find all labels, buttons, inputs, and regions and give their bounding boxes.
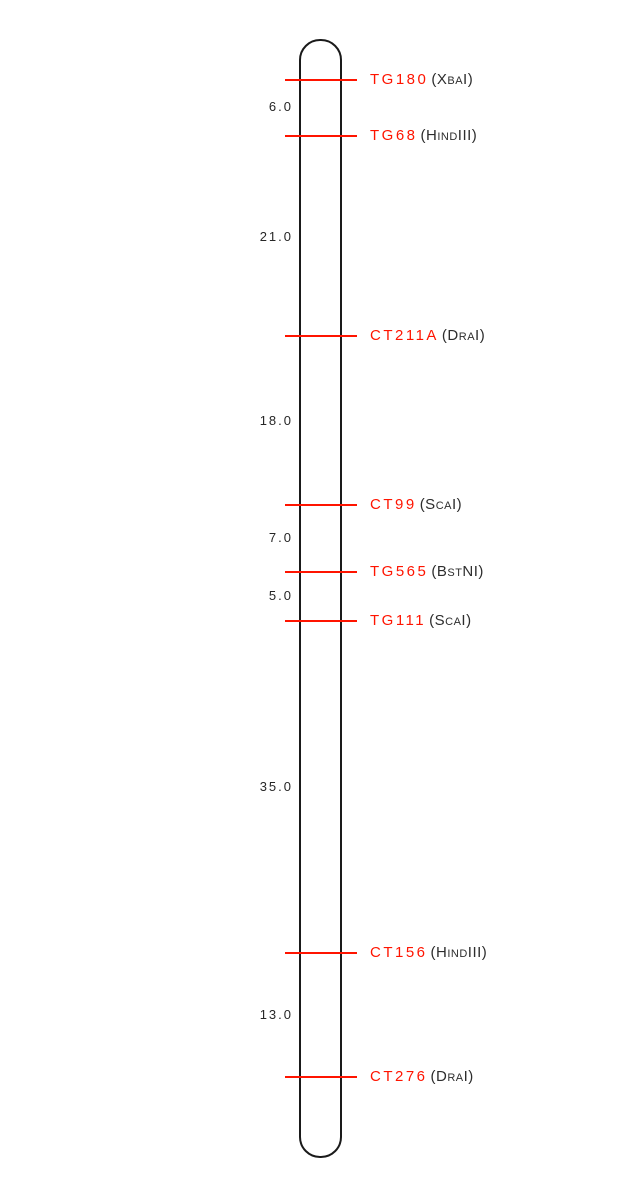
marker-tick [285,504,357,506]
marker-label [370,495,462,515]
marker-label [370,70,473,90]
marker-name: TG111 [370,612,427,629]
marker-enzyme-label: (ScaI) [419,496,463,513]
interval-distance-label: 7.0 [268,530,293,545]
interval-distance-label: 5.0 [268,588,293,603]
marker-enzyme-label: (DraI) [441,327,486,344]
marker-enzyme-label: (HindIII) [430,944,488,961]
interval-distance-label: 6.0 [268,99,293,114]
interval-distance-label: 13.0 [259,1007,293,1022]
marker-label [370,1067,474,1087]
marker-enzyme-label: (HindIII) [420,127,478,144]
marker-label [370,562,484,582]
marker-tick [285,335,357,337]
interval-distance-label: 18.0 [259,413,293,428]
marker-name: TG565 [370,563,429,580]
marker-name: TG180 [370,71,429,88]
marker-tick [285,571,357,573]
marker-enzyme-label: (BstNI) [431,563,484,580]
marker-label [370,943,487,963]
marker-tick [285,135,357,137]
marker-tick [285,1076,357,1078]
marker-label [370,126,477,146]
marker-name: CT99 [370,496,417,513]
marker-label [370,326,485,346]
marker-tick [285,952,357,954]
marker-name: CT156 [370,944,428,961]
marker-enzyme-label: (DraI) [430,1068,474,1085]
chromosome-body [299,39,342,1158]
marker-name: TG68 [370,127,418,144]
marker-tick [285,620,357,622]
marker-enzyme-label: (XbaI) [431,71,474,88]
interval-distance-label: 21.0 [259,229,293,244]
marker-name: CT211A [370,327,439,344]
marker-label [370,611,472,631]
marker-tick [285,79,357,81]
interval-distance-label: 35.0 [259,779,293,794]
marker-enzyme-label: (ScaI) [429,612,472,629]
marker-name: CT276 [370,1068,428,1085]
